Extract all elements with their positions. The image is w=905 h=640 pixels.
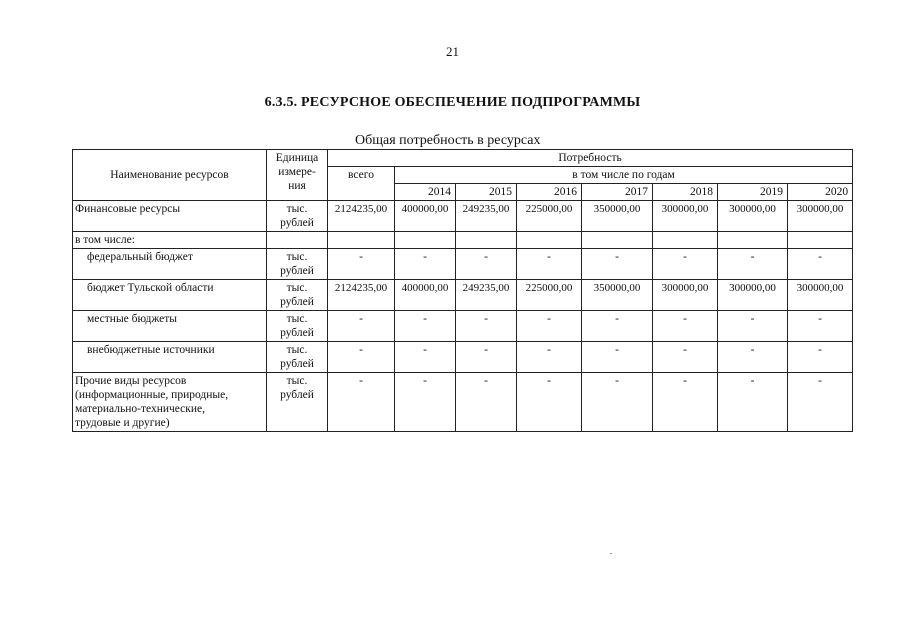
value-2018: 300000,00: [653, 280, 718, 311]
year-2016: 2016: [517, 184, 582, 201]
value-2020: -: [788, 373, 853, 432]
value-total: -: [328, 249, 395, 280]
value-2014: -: [395, 342, 456, 373]
table-row: [73, 201, 853, 232]
value-total: -: [328, 311, 395, 342]
row-name: [73, 373, 267, 432]
value-2015: -: [456, 373, 517, 432]
value-2019: 300000,00: [718, 201, 788, 232]
unit-line2: рублей: [280, 217, 314, 229]
year-2020: 2020: [788, 184, 853, 201]
value-2015: -: [456, 311, 517, 342]
header-unit-line3: ния: [288, 180, 306, 192]
resource-table: [72, 149, 853, 432]
page-number: 21: [446, 44, 459, 59]
unit-line1: тыс.: [286, 282, 308, 294]
row-name: местные бюджеты: [73, 311, 267, 342]
value-2017: -: [582, 342, 653, 373]
year-2014: 2014: [395, 184, 456, 201]
value-2016: -: [517, 311, 582, 342]
table-row: [73, 373, 853, 432]
value-2016: 225000,00: [517, 280, 582, 311]
row-name: внебюджетные источники: [73, 342, 267, 373]
value-2016: -: [517, 373, 582, 432]
unit-line2: рублей: [280, 296, 314, 308]
year-2017: 2017: [582, 184, 653, 201]
value-2014: 400000,00: [395, 280, 456, 311]
header-unit-line1: Единица: [275, 152, 319, 164]
unit-line1: тыс.: [286, 251, 308, 263]
section-title: 6.3.5. РЕСУРСНОЕ ОБЕСПЕЧЕНИЕ ПОДПРОГРАММЫ: [264, 95, 641, 110]
value-2017: 350000,00: [582, 201, 653, 232]
value-2020: -: [788, 311, 853, 342]
header-row-1: [73, 150, 853, 167]
value-2018: -: [653, 342, 718, 373]
value-2014: -: [395, 373, 456, 432]
value-2016: -: [517, 249, 582, 280]
value-2016: -: [517, 342, 582, 373]
value-2019: -: [718, 249, 788, 280]
value-2017: 350000,00: [582, 280, 653, 311]
value-2020: 300000,00: [788, 201, 853, 232]
value-total: 2124235,00: [328, 280, 395, 311]
unit-line2: рублей: [280, 358, 314, 370]
unit-line2: рублей: [280, 265, 314, 277]
value-2020: -: [788, 342, 853, 373]
unit-line2: рублей: [280, 327, 314, 339]
table-row: [73, 249, 853, 280]
value-2019: 300000,00: [718, 280, 788, 311]
value-2017: -: [582, 373, 653, 432]
row-unit: [267, 373, 328, 432]
value-total: -: [328, 373, 395, 432]
header-name: Наименование ресурсов: [73, 150, 267, 201]
unit-line1: тыс.: [286, 344, 308, 356]
value-2015: 249235,00: [456, 201, 517, 232]
value-2014: -: [395, 311, 456, 342]
table-row: [73, 311, 853, 342]
header-unit-line2: измере-: [278, 166, 316, 178]
value-2015: 249235,00: [456, 280, 517, 311]
unit-line1: тыс.: [286, 375, 308, 387]
value-2014: -: [395, 249, 456, 280]
row-name-line4: трудовые и другие): [75, 417, 170, 429]
header-need: Потребность: [328, 150, 853, 167]
scan-speck: [610, 553, 612, 554]
value-2020: -: [788, 249, 853, 280]
value-2020: 300000,00: [788, 280, 853, 311]
value-2017: -: [582, 311, 653, 342]
header-total: всего: [328, 167, 395, 201]
row-name: Финансовые ресурсы: [73, 201, 267, 232]
row-unit: [267, 201, 328, 232]
value-2018: 300000,00: [653, 201, 718, 232]
row-name-line2: (информационные, природные,: [75, 389, 229, 401]
row-name-line3: материально-технические,: [75, 403, 205, 415]
value-2014: 400000,00: [395, 201, 456, 232]
table-row: [73, 342, 853, 373]
row-unit: [267, 342, 328, 373]
row-name: бюджет Тульской области: [73, 280, 267, 311]
row-unit: [267, 280, 328, 311]
table-row: [73, 280, 853, 311]
value-total: 2124235,00: [328, 201, 395, 232]
table-row-in-that-number: [73, 232, 853, 249]
table-caption: Общая потребность в ресурсах: [355, 133, 541, 148]
value-total: -: [328, 342, 395, 373]
value-2018: -: [653, 249, 718, 280]
value-2018: -: [653, 311, 718, 342]
unit-line2: рублей: [280, 389, 314, 401]
header-unit: [267, 150, 328, 201]
row-name-line1: Прочие виды ресурсов: [75, 375, 187, 387]
in-that-number-label: в том числе:: [73, 232, 267, 249]
value-2015: -: [456, 249, 517, 280]
value-2018: -: [653, 373, 718, 432]
row-name: федеральный бюджет: [73, 249, 267, 280]
unit-line1: тыс.: [286, 203, 308, 215]
value-2015: -: [456, 342, 517, 373]
value-2016: 225000,00: [517, 201, 582, 232]
row-unit: [267, 311, 328, 342]
year-2015: 2015: [456, 184, 517, 201]
header-by-years: в том числе по годам: [395, 167, 853, 184]
row-unit: [267, 249, 328, 280]
unit-line1: тыс.: [286, 313, 308, 325]
value-2019: -: [718, 373, 788, 432]
value-2019: -: [718, 342, 788, 373]
value-2019: -: [718, 311, 788, 342]
year-2018: 2018: [653, 184, 718, 201]
year-2019: 2019: [718, 184, 788, 201]
value-2017: -: [582, 249, 653, 280]
